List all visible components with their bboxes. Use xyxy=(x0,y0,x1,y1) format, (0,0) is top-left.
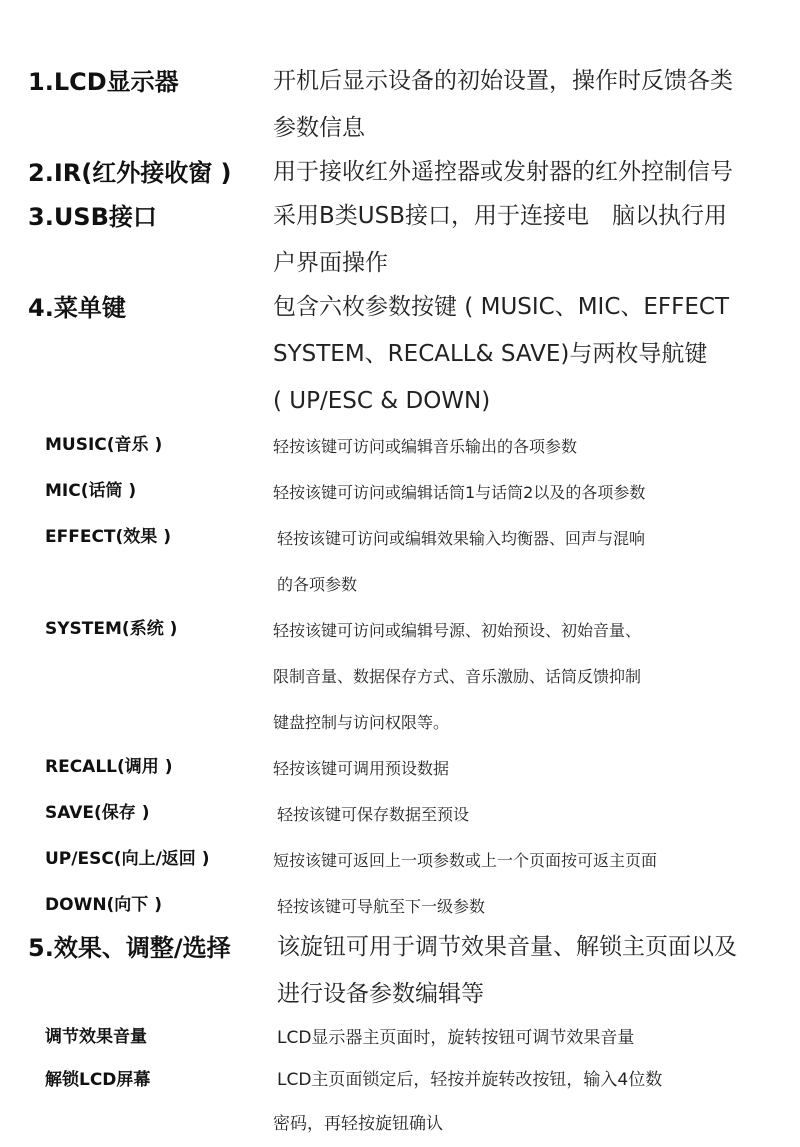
description-line: 开机后显示设备的初始设置，操作时反馈各类 xyxy=(273,68,733,94)
description-line: LCD显示器主页面时，旋转按钮可调节效果音量 xyxy=(277,1028,635,1048)
section-description xyxy=(273,149,733,196)
description-line: 进行设备参数编辑等 xyxy=(277,981,484,1007)
description-line: 短按该键可返回上一项参数或上一个页面按可返主页面 xyxy=(273,851,658,870)
description-line: 键盘控制与访问权限等。 xyxy=(273,713,450,732)
section-description xyxy=(273,193,727,287)
key-label: MIC(话筒 ) xyxy=(45,481,137,501)
knob-description xyxy=(277,1015,634,1061)
description-line: 密码，再轻按旋钮确认 xyxy=(273,1114,443,1134)
description-line: 用于接收红外遥控器或发射器的红外控制信号 xyxy=(273,159,733,185)
description-line: LCD主页面锁定后，轻按并旋转改按钮，输入4位数 xyxy=(277,1070,663,1090)
description-line: 包含六枚参数按键 ( MUSIC、MIC、EFFECT xyxy=(273,294,730,320)
description-line: 轻按该键可访问或编辑音乐输出的各项参数 xyxy=(273,437,578,456)
description-line: 轻按该键可访问或编辑号源、初始预设、初始音量、 xyxy=(273,621,642,640)
section-label: 5.效果、调整/选择 xyxy=(28,934,231,962)
section-description xyxy=(277,924,737,1018)
key-description xyxy=(277,516,645,608)
section-label: 1.LCD显示器 xyxy=(28,68,179,96)
section-label: 2.IR(红外接收窗 ) xyxy=(28,159,232,187)
description-line: 轻按该键可保存数据至预设 xyxy=(277,805,470,824)
section-label: 3.USB接口 xyxy=(28,203,157,231)
section-description xyxy=(273,58,733,152)
description-line: 限制音量、数据保存方式、音乐激励、话筒反馈抑制 xyxy=(273,667,642,686)
knob-label: 调节效果音量 xyxy=(45,1027,147,1047)
key-label: RECALL(调用 ) xyxy=(45,757,173,777)
key-label: DOWN(向下 ) xyxy=(45,895,162,915)
description-line: 参数信息 xyxy=(273,115,365,141)
description-line: ( UP/ESC & DOWN) xyxy=(273,388,491,414)
key-description xyxy=(277,792,469,838)
description-line: 轻按该键可调用预设数据 xyxy=(273,759,450,778)
description-line: 轻按该键可导航至下一级参数 xyxy=(277,897,486,916)
description-line: 轻按该键可访问或编辑话筒1与话筒2以及的各项参数 xyxy=(273,483,646,502)
key-label: EFFECT(效果 ) xyxy=(45,527,171,547)
key-label: MUSIC(音乐 ) xyxy=(45,435,163,455)
description-line: 轻按该键可访问或编辑效果输入均衡器、回声与混响 xyxy=(277,529,646,548)
knob-description xyxy=(273,1058,663,1146)
key-description xyxy=(273,470,645,516)
knob-label: 解锁LCD屏幕 xyxy=(45,1070,151,1090)
description-line: SYSTEM、RECALL& SAVE)与两枚导航键 xyxy=(273,341,708,367)
key-description xyxy=(273,424,577,470)
key-label: SAVE(保存 ) xyxy=(45,803,150,823)
section-label: 4.菜单键 xyxy=(28,294,126,322)
key-description xyxy=(273,608,641,746)
key-label: UP/ESC(向上/返回 ) xyxy=(45,849,210,869)
key-label: SYSTEM(系统 ) xyxy=(45,619,178,639)
description-line: 该旋钮可用于调节效果音量、解锁主页面以及 xyxy=(277,934,737,960)
key-description xyxy=(273,838,657,884)
description-line: 采用B类USB接口，用于连接电 脑以执行用 xyxy=(273,203,727,229)
key-description xyxy=(273,746,449,792)
section-description xyxy=(273,284,729,425)
description-line: 的各项参数 xyxy=(277,575,358,594)
description-line: 户界面操作 xyxy=(273,250,388,276)
